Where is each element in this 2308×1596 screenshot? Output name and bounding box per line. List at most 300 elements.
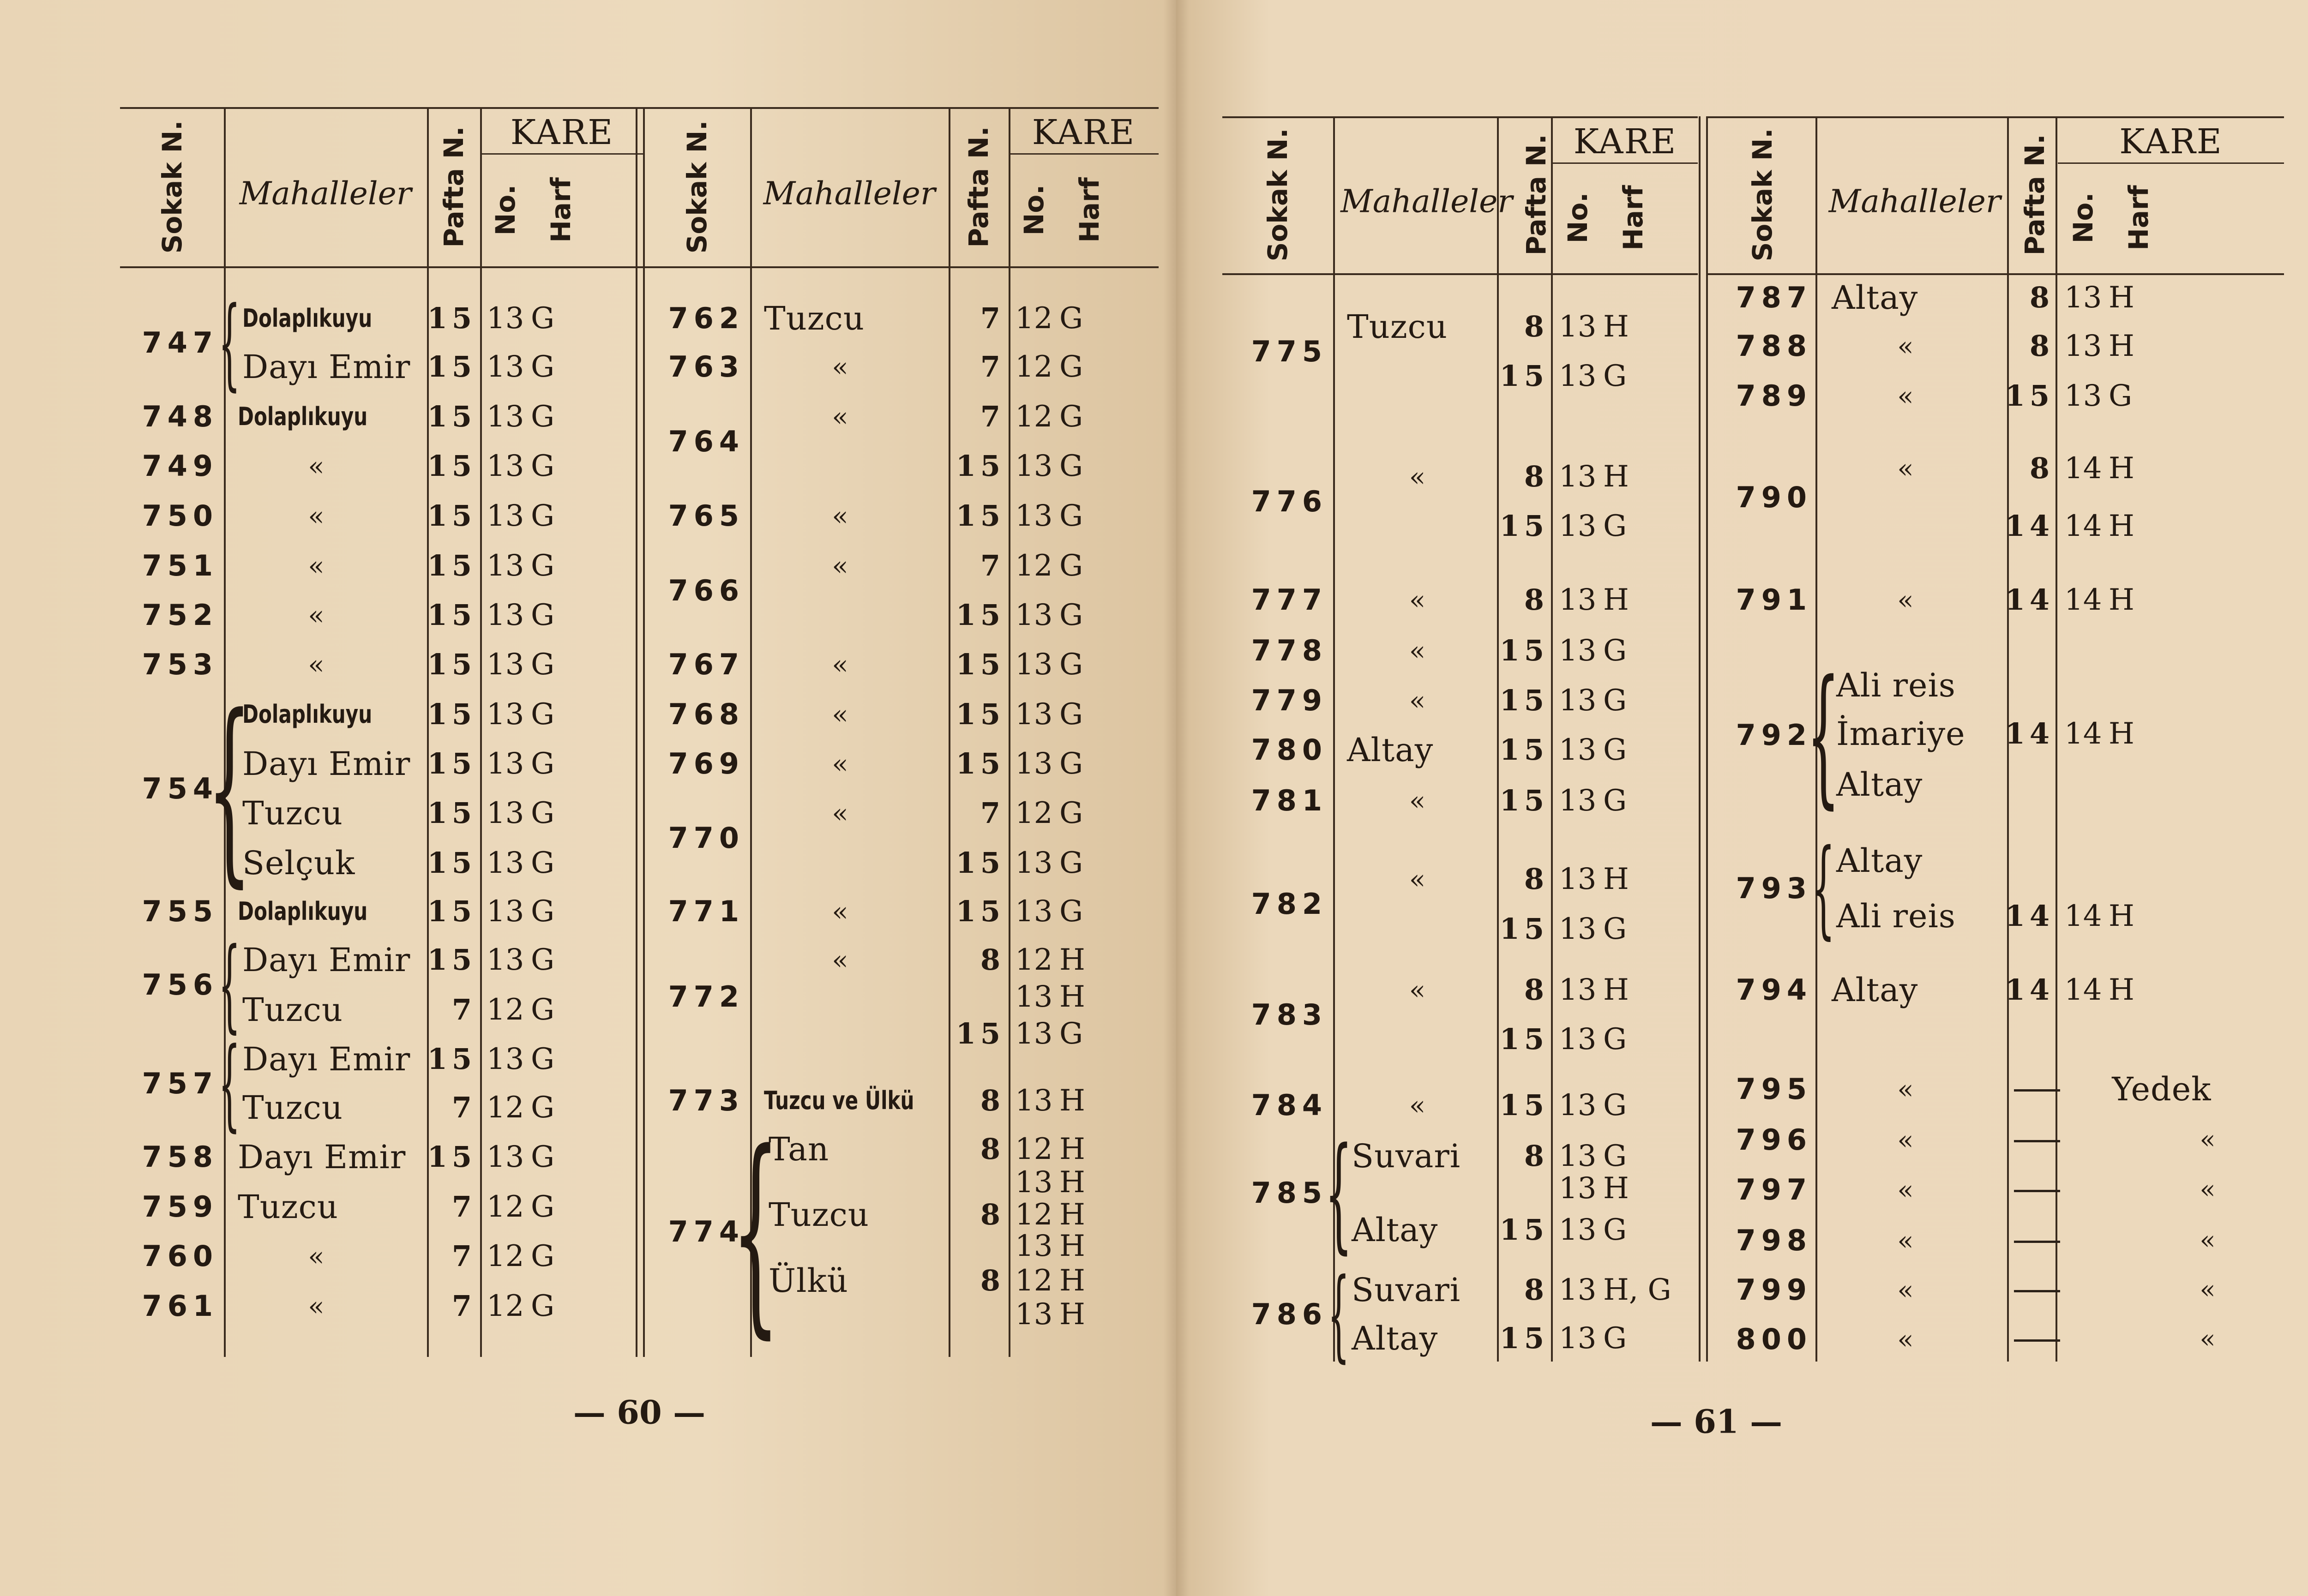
kare-letter: H bbox=[1603, 862, 1629, 896]
kare-letter: H bbox=[1059, 1132, 1085, 1166]
kare-letter: G bbox=[1603, 1139, 1627, 1173]
kare-letter: G bbox=[1603, 1213, 1627, 1247]
pafta-value: 15 bbox=[427, 350, 476, 384]
pafta-value: 14 bbox=[2005, 973, 2054, 1007]
neighborhood-name: Dolaplıkuyu bbox=[242, 700, 373, 729]
kare-letter: G bbox=[531, 549, 555, 583]
grouping-brace: { bbox=[218, 1026, 240, 1141]
pafta-value: 7 bbox=[980, 549, 1005, 582]
kare-letter: G bbox=[1059, 400, 1083, 434]
street-number: 761 bbox=[142, 1289, 218, 1323]
sokak-header: Sokak N. bbox=[681, 120, 713, 253]
kare-number: 13 bbox=[487, 943, 524, 977]
pafta-value: 15 bbox=[1499, 1213, 1549, 1247]
kare-letter: G bbox=[531, 894, 555, 929]
kare-letter: G bbox=[531, 796, 555, 830]
pafta-value: 15 bbox=[427, 449, 476, 483]
ditto-mark: « bbox=[1897, 1324, 1914, 1355]
pafta-value: 15 bbox=[427, 1140, 476, 1174]
neighborhood-name: Dayı Emir bbox=[238, 1138, 406, 1176]
kare-number: 13 bbox=[1559, 1213, 1597, 1247]
kare-number: 13 bbox=[1559, 359, 1597, 393]
kare-number: 13 bbox=[1559, 733, 1597, 767]
kare-number: 13 bbox=[1559, 784, 1597, 818]
pafta-header: Pafta N. bbox=[438, 126, 469, 247]
kare-letter: G bbox=[1059, 846, 1083, 880]
kare-number: 13 bbox=[487, 894, 524, 929]
street-number: 782 bbox=[1251, 887, 1328, 921]
ditto-mark: « bbox=[308, 600, 325, 631]
sokak-header: Sokak N. bbox=[1262, 128, 1293, 262]
kare-letter: H bbox=[1059, 980, 1085, 1014]
kare-number: 13 bbox=[487, 301, 524, 336]
neighborhood-name: Selçuk bbox=[242, 844, 355, 882]
ditto-mark: « bbox=[308, 550, 325, 582]
pafta-dash bbox=[2014, 1339, 2060, 1342]
kare-number: 12 bbox=[1015, 796, 1053, 830]
neighborhood-name: Dayı Emir bbox=[242, 941, 411, 979]
pafta-dash bbox=[2014, 1241, 2060, 1243]
pafta-value: 15 bbox=[956, 499, 1005, 533]
table-divider-rule bbox=[636, 107, 645, 1357]
kare-number: 13 bbox=[487, 846, 524, 880]
pafta-value: 15 bbox=[956, 747, 1005, 780]
grouping-brace: { bbox=[1811, 827, 1835, 950]
pafta-value: 15 bbox=[956, 1017, 1005, 1050]
pafta-value: 7 bbox=[451, 993, 476, 1026]
mahalleler-header: Mahalleler bbox=[1828, 183, 2001, 220]
kare-number: 13 bbox=[487, 400, 524, 434]
neighborhood-name: Dolaplıkuyu bbox=[238, 897, 368, 926]
kare-letter: H bbox=[2109, 451, 2134, 486]
kare-number: 13 bbox=[1015, 846, 1053, 880]
street-number: 777 bbox=[1251, 583, 1328, 617]
kare-number: 13 bbox=[1559, 1088, 1597, 1122]
kare-number: 14 bbox=[2064, 973, 2102, 1007]
street-number: 755 bbox=[142, 894, 218, 928]
street-number: 798 bbox=[1736, 1224, 1812, 1257]
pafta-value: 15 bbox=[427, 747, 476, 780]
ditto-mark: « bbox=[832, 550, 848, 582]
kare-number: 13 bbox=[487, 499, 524, 533]
ditto-mark: « bbox=[832, 896, 848, 927]
neighborhood-name: Dayı Emir bbox=[242, 745, 411, 783]
neighborhood-name: Altay bbox=[1352, 1211, 1438, 1249]
neighborhood-name: Dayı Emir bbox=[242, 1040, 411, 1078]
street-number: 799 bbox=[1736, 1273, 1812, 1307]
kare-number: 12 bbox=[1015, 549, 1053, 583]
page-number-right: — 61 — bbox=[1650, 1402, 1783, 1441]
neighborhood-name: Dolaplıkuyu bbox=[242, 304, 373, 333]
kare-number: 13 bbox=[1015, 1165, 1053, 1200]
street-number: 758 bbox=[142, 1140, 218, 1174]
kare-number: 13 bbox=[487, 1140, 524, 1174]
no-header: No. bbox=[2068, 192, 2099, 244]
ditto-mark: « bbox=[1897, 1174, 1914, 1206]
pafta-value: 8 bbox=[980, 1132, 1005, 1166]
page-61 bbox=[1176, 0, 2308, 1596]
ditto-mark: « bbox=[832, 944, 848, 976]
pafta-value: 15 bbox=[1499, 634, 1549, 667]
pafta-value: 8 bbox=[1524, 973, 1549, 1007]
ditto-mark: « bbox=[308, 1241, 325, 1272]
street-number: 792 bbox=[1736, 718, 1812, 752]
pafta-value: 15 bbox=[427, 846, 476, 880]
kare-number: 13 bbox=[1015, 648, 1053, 682]
header-top-rule bbox=[1707, 116, 2284, 118]
pafta-value: 7 bbox=[451, 1239, 476, 1273]
neighborhood-name: Ali reis bbox=[1836, 666, 1956, 704]
neighborhood-name: Altay bbox=[1836, 842, 1923, 880]
kare-letter: G bbox=[531, 400, 555, 434]
no-header: No. bbox=[490, 184, 521, 235]
street-number: 765 bbox=[668, 499, 745, 533]
street-number: 786 bbox=[1251, 1297, 1328, 1331]
kare-letter: G bbox=[1059, 697, 1083, 732]
kare-number: 13 bbox=[1015, 1084, 1053, 1118]
street-number: 763 bbox=[668, 350, 745, 384]
ditto-mark: « bbox=[1897, 1225, 1914, 1256]
kare-number: 12 bbox=[487, 993, 524, 1027]
street-number: 793 bbox=[1736, 871, 1812, 905]
kare-letter: G bbox=[1603, 634, 1627, 668]
pafta-value: 8 bbox=[1524, 862, 1549, 896]
pafta-value: 15 bbox=[427, 796, 476, 830]
kare-letter: G bbox=[531, 449, 555, 483]
kare-letter: G bbox=[1603, 359, 1627, 393]
ditto-mark: « bbox=[1897, 330, 1914, 362]
neighborhood-name: Tuzcu bbox=[764, 300, 865, 337]
neighborhood-name: Altay bbox=[1832, 971, 1918, 1009]
kare-number: 14 bbox=[2064, 583, 2102, 617]
street-number: 784 bbox=[1251, 1088, 1328, 1122]
kare-number: 13 bbox=[1015, 499, 1053, 533]
pafta-dash bbox=[2014, 1290, 2060, 1292]
pafta-value: 15 bbox=[427, 648, 476, 681]
street-number: 774 bbox=[668, 1215, 745, 1248]
pafta-value: 8 bbox=[2029, 451, 2054, 485]
kare-number: 13 bbox=[1559, 1022, 1597, 1056]
street-number: 749 bbox=[142, 449, 218, 483]
pafta-value: 7 bbox=[451, 1289, 476, 1323]
harf-header: Harf bbox=[1074, 177, 1105, 243]
pafta-value: 15 bbox=[427, 598, 476, 632]
kare-number: 13 bbox=[1015, 697, 1053, 732]
kare-number: 14 bbox=[2064, 451, 2102, 486]
column-rule bbox=[1009, 107, 1010, 1357]
ditto-mark: « bbox=[308, 500, 325, 532]
pafta-value: 15 bbox=[427, 943, 476, 977]
ditto-mark: « bbox=[1409, 974, 1426, 1006]
neighborhood-name: Tuzcu bbox=[242, 1089, 343, 1127]
pafta-dash bbox=[2014, 1089, 2060, 1092]
pafta-value: 8 bbox=[1524, 583, 1549, 617]
street-number: 790 bbox=[1736, 480, 1812, 514]
street-number: 773 bbox=[668, 1084, 745, 1117]
kare-number: 13 bbox=[1559, 634, 1597, 668]
ditto-mark: « bbox=[1409, 1090, 1426, 1121]
pafta-value: 14 bbox=[2005, 509, 2054, 543]
street-number: 766 bbox=[668, 573, 745, 607]
pafta-value: 15 bbox=[1499, 509, 1549, 543]
neighborhood-name: Suvari bbox=[1352, 1137, 1461, 1175]
ditto-mark: « bbox=[308, 1290, 325, 1322]
pafta-value: 15 bbox=[1499, 1022, 1549, 1056]
kare-rule bbox=[1009, 153, 1159, 155]
street-number: 779 bbox=[1251, 684, 1328, 717]
kare-letter: H bbox=[1603, 583, 1629, 617]
kare-letter: G bbox=[1059, 549, 1083, 583]
pafta-value: 15 bbox=[2005, 379, 2054, 413]
kare-letter: H bbox=[1059, 1084, 1085, 1118]
kare-number: 13 bbox=[2064, 329, 2102, 363]
kare-number: 13 bbox=[487, 697, 524, 732]
pafta-value: 15 bbox=[1499, 359, 1549, 393]
pafta-value: 8 bbox=[980, 1264, 1005, 1297]
street-number: 772 bbox=[668, 980, 745, 1014]
harf-header: Harf bbox=[1617, 185, 1649, 251]
neighborhood-name: Tuzcu bbox=[242, 991, 343, 1029]
kare-note: « bbox=[2200, 1125, 2216, 1155]
street-number: 785 bbox=[1251, 1176, 1328, 1210]
page-number-left: — 60 — bbox=[573, 1393, 706, 1432]
kare-note: « bbox=[2200, 1175, 2216, 1205]
pafta-value: 8 bbox=[2029, 329, 2054, 363]
kare-number: 12 bbox=[487, 1289, 524, 1323]
kare-letter: G bbox=[1059, 499, 1083, 533]
kare-rule bbox=[2058, 162, 2284, 164]
pafta-header: Pafta N. bbox=[1521, 134, 1552, 256]
kare-letter: H bbox=[1603, 460, 1629, 494]
harf-header: Harf bbox=[545, 177, 577, 243]
grouping-brace: { bbox=[1328, 1256, 1350, 1372]
kare-number: 13 bbox=[1015, 1297, 1053, 1332]
kare-number: 13 bbox=[1559, 583, 1597, 617]
kare-number: 12 bbox=[487, 1091, 524, 1125]
kare-number: 13 bbox=[1559, 973, 1597, 1007]
kare-letter: G bbox=[531, 1190, 555, 1224]
kare-header: KARE bbox=[2119, 122, 2223, 162]
pafta-value: 15 bbox=[956, 894, 1005, 928]
street-number: 778 bbox=[1251, 634, 1328, 667]
kare-number: 13 bbox=[487, 549, 524, 583]
neighborhood-name: Tuzcu bbox=[1347, 308, 1448, 346]
kare-letter: G bbox=[531, 499, 555, 533]
kare-letter: G bbox=[1059, 1017, 1083, 1051]
kare-number: 12 bbox=[1015, 1198, 1053, 1232]
kare-number: 13 bbox=[1559, 1139, 1597, 1173]
kare-number: 14 bbox=[2064, 717, 2102, 751]
kare-letter: G bbox=[1603, 1321, 1627, 1356]
no-header: No. bbox=[1018, 184, 1050, 235]
kare-letter: H bbox=[2109, 973, 2134, 1007]
no-header: No. bbox=[1562, 192, 1593, 244]
kare-number: 14 bbox=[2064, 899, 2102, 933]
street-number: 751 bbox=[142, 549, 218, 582]
kare-number: 13 bbox=[1559, 310, 1597, 344]
street-number: 795 bbox=[1736, 1072, 1812, 1106]
neighborhood-name: Tuzcu bbox=[242, 794, 343, 832]
kare-number: 13 bbox=[487, 449, 524, 483]
kare-number: 13 bbox=[487, 350, 524, 384]
kare-letter: G bbox=[531, 1140, 555, 1174]
mahalleler-header: Mahalleler bbox=[239, 175, 412, 212]
kare-letter: G bbox=[531, 993, 555, 1027]
street-number: 791 bbox=[1736, 583, 1812, 617]
street-number: 776 bbox=[1251, 484, 1328, 518]
kare-number: 13 bbox=[487, 747, 524, 781]
kare-number: 13 bbox=[487, 598, 524, 632]
street-number: 748 bbox=[142, 400, 218, 433]
pafta-value: 8 bbox=[1524, 1273, 1549, 1307]
kare-letter: H bbox=[1059, 1297, 1085, 1332]
kare-letter: G bbox=[1603, 1022, 1627, 1056]
pafta-value: 8 bbox=[1524, 310, 1549, 343]
kare-note: Yedek bbox=[2112, 1070, 2212, 1108]
mahalleler-header: Mahalleler bbox=[1340, 183, 1513, 220]
pafta-value: 14 bbox=[2005, 717, 2054, 750]
street-number: 780 bbox=[1251, 733, 1328, 767]
street-number: 757 bbox=[142, 1066, 218, 1100]
ditto-mark: « bbox=[832, 401, 848, 432]
kare-letter: G bbox=[1603, 509, 1627, 543]
street-number: 781 bbox=[1251, 784, 1328, 817]
neighborhood-name: Tuzcu bbox=[769, 1196, 869, 1234]
ditto-mark: « bbox=[308, 450, 325, 482]
street-number: 750 bbox=[142, 499, 218, 533]
kare-number: 13 bbox=[1015, 598, 1053, 632]
street-number: 794 bbox=[1736, 973, 1812, 1007]
kare-number: 13 bbox=[1015, 449, 1053, 483]
pafta-value: 15 bbox=[427, 697, 476, 731]
kare-letter: H, G bbox=[1603, 1273, 1671, 1307]
kare-letter: G bbox=[1059, 648, 1083, 682]
kare-note: « bbox=[2200, 1275, 2216, 1305]
street-number: 796 bbox=[1736, 1123, 1812, 1157]
pafta-value: 15 bbox=[427, 499, 476, 533]
neighborhood-name: Dolaplıkuyu bbox=[238, 402, 368, 431]
kare-number: 13 bbox=[1559, 1171, 1597, 1206]
kare-letter: G bbox=[1059, 598, 1083, 632]
kare-number: 13 bbox=[1015, 894, 1053, 929]
book-gutter bbox=[1163, 0, 1189, 1596]
kare-letter: H bbox=[2109, 509, 2134, 543]
kare-letter: G bbox=[531, 350, 555, 384]
kare-letter: G bbox=[531, 1289, 555, 1323]
column-rule bbox=[2056, 116, 2057, 1362]
pafta-value: 8 bbox=[980, 1084, 1005, 1117]
ditto-mark: « bbox=[832, 798, 848, 829]
kare-letter: G bbox=[531, 1091, 555, 1125]
pafta-value: 15 bbox=[427, 549, 476, 582]
kare-letter: G bbox=[2109, 379, 2133, 413]
pafta-value: 15 bbox=[956, 648, 1005, 681]
kare-letter: G bbox=[1603, 684, 1627, 718]
kare-letter: H bbox=[1603, 1171, 1629, 1206]
kare-letter: H bbox=[2109, 329, 2134, 363]
pafta-value: 15 bbox=[956, 846, 1005, 880]
street-number: 754 bbox=[142, 772, 218, 805]
header-bottom-rule bbox=[1707, 273, 2284, 275]
neighborhood-name: Dayı Emir bbox=[242, 348, 411, 386]
pafta-value: 15 bbox=[956, 697, 1005, 731]
neighborhood-name: İmariye bbox=[1836, 715, 1965, 753]
kare-number: 12 bbox=[1015, 301, 1053, 336]
neighborhood-name: Altay bbox=[1836, 766, 1923, 804]
kare-letter: H bbox=[1059, 1229, 1085, 1263]
pafta-value: 15 bbox=[427, 400, 476, 433]
kare-letter: G bbox=[531, 697, 555, 732]
ditto-mark: « bbox=[1409, 864, 1426, 895]
kare-number: 13 bbox=[1015, 1229, 1053, 1263]
street-number: 767 bbox=[668, 648, 745, 681]
pafta-value: 15 bbox=[427, 301, 476, 335]
kare-number: 12 bbox=[1015, 1264, 1053, 1298]
street-number: 760 bbox=[142, 1239, 218, 1273]
neighborhood-name: Tan bbox=[769, 1130, 829, 1168]
kare-letter: G bbox=[1603, 912, 1627, 946]
kare-letter: H bbox=[2109, 281, 2134, 315]
kare-letter: G bbox=[531, 598, 555, 632]
ditto-mark: « bbox=[832, 699, 848, 730]
kare-number: 12 bbox=[487, 1239, 524, 1273]
kare-number: 13 bbox=[1559, 1273, 1597, 1307]
ditto-mark: « bbox=[832, 649, 848, 680]
kare-letter: G bbox=[531, 943, 555, 977]
kare-note: « bbox=[2200, 1324, 2216, 1354]
street-number: 752 bbox=[142, 598, 218, 632]
street-number: 759 bbox=[142, 1190, 218, 1224]
neighborhood-name: Ali reis bbox=[1836, 897, 1956, 935]
kare-number: 13 bbox=[1559, 862, 1597, 896]
grouping-brace: { bbox=[1806, 648, 1840, 822]
grouping-brace: { bbox=[218, 285, 240, 401]
header-top-rule bbox=[644, 107, 1159, 109]
pafta-value: 15 bbox=[1499, 912, 1549, 946]
neighborhood-name: Ülkü bbox=[769, 1262, 848, 1300]
kare-number: 13 bbox=[1559, 460, 1597, 494]
street-number: 768 bbox=[668, 697, 745, 731]
pafta-value: 7 bbox=[980, 350, 1005, 384]
kare-letter: G bbox=[531, 1042, 555, 1076]
kare-letter: G bbox=[531, 747, 555, 781]
pafta-header: Pafta N. bbox=[963, 126, 994, 247]
ditto-mark: « bbox=[1409, 584, 1426, 616]
ditto-mark: « bbox=[1897, 453, 1914, 484]
neighborhood-name: Altay bbox=[1832, 279, 1918, 317]
kare-letter: H bbox=[1603, 973, 1629, 1007]
header-bottom-rule bbox=[644, 266, 1159, 268]
ditto-mark: « bbox=[1897, 1074, 1914, 1105]
neighborhood-name: Tuzcu ve Ülkü bbox=[764, 1086, 914, 1115]
kare-number: 13 bbox=[1015, 980, 1053, 1014]
kare-letter: H bbox=[1059, 1264, 1085, 1298]
ditto-mark: « bbox=[832, 500, 848, 532]
kare-number: 14 bbox=[2064, 509, 2102, 543]
sokak-header: Sokak N. bbox=[156, 120, 188, 253]
street-number: 783 bbox=[1251, 997, 1328, 1032]
kare-number: 13 bbox=[1015, 1017, 1053, 1051]
kare-number: 13 bbox=[2064, 379, 2102, 413]
pafta-value: 14 bbox=[2005, 899, 2054, 933]
kare-letter: G bbox=[1603, 733, 1627, 767]
pafta-value: 15 bbox=[427, 1042, 476, 1076]
kare-letter: H bbox=[1059, 1165, 1085, 1200]
kare-letter: G bbox=[1059, 747, 1083, 781]
kare-letter: G bbox=[1059, 449, 1083, 483]
ditto-mark: « bbox=[1409, 785, 1426, 816]
ditto-mark: « bbox=[308, 649, 325, 680]
